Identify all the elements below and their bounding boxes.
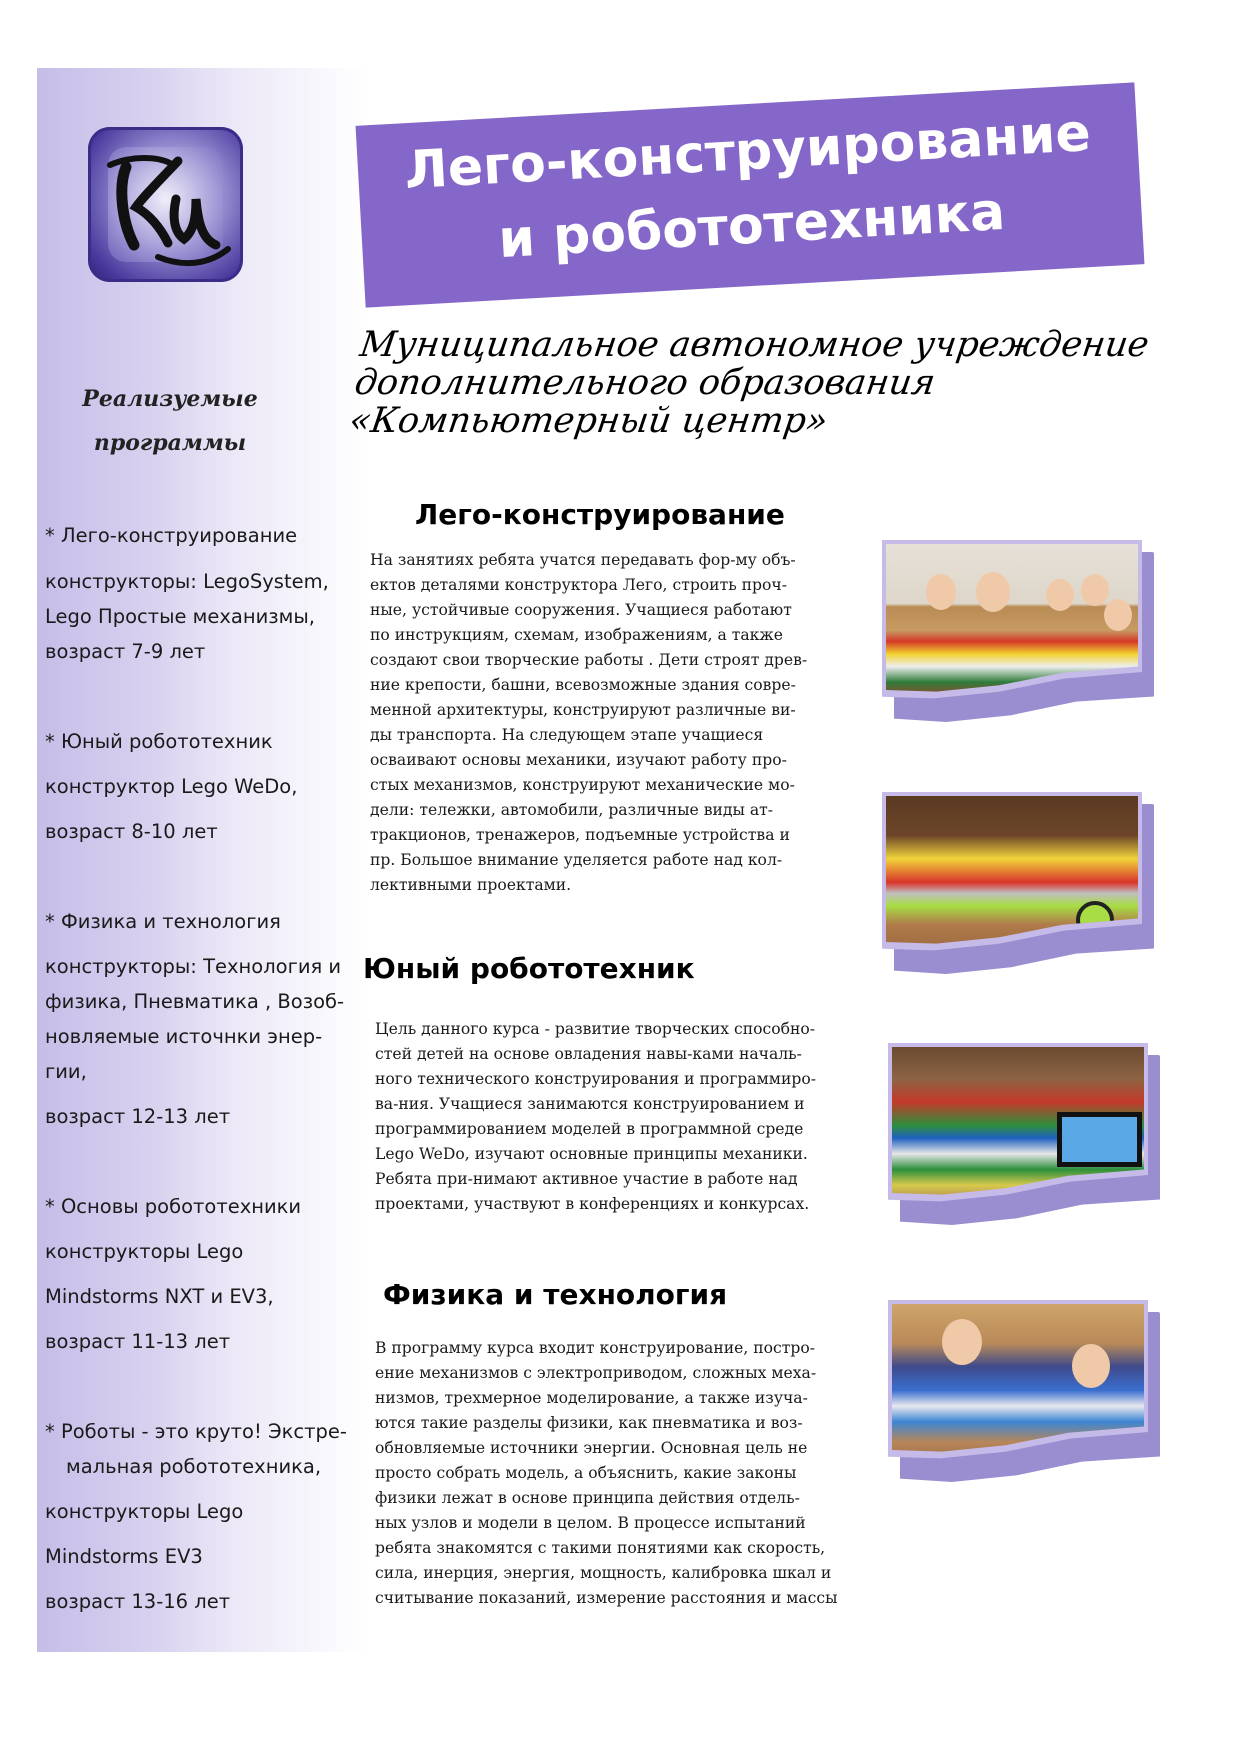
organization-line-2: дополнительного образования <box>352 363 938 403</box>
text-line: менной архитектуры, конструируют различные ви- <box>370 701 796 719</box>
text-line: ются такие разделы физики, как пневматика и воз- <box>375 1414 803 1432</box>
organization-name <box>347 326 1163 440</box>
text-line: просто собрать модель, а объяснить, какие законы <box>375 1464 797 1482</box>
text-line: ение механизмов с электроприводом, сложных меха- <box>375 1364 817 1382</box>
text-line: низмов, трехмерное моделирование, а также изуча- <box>375 1389 808 1407</box>
title-line-1: Лего-конструирование <box>402 102 1093 202</box>
program-item-line: возраст 12-13 лет <box>45 1105 231 1128</box>
program-item-line: возраст 8-10 лет <box>45 820 218 843</box>
program-item-line: Mindstorms NXT и EV3, <box>45 1285 274 1308</box>
text-line: ные, устойчивые сооружения. Учащиеся работают <box>370 601 792 619</box>
text-line: считывание показаний, измерение расстояния и массы <box>375 1589 838 1607</box>
section-title-robotics: Юный робототехник <box>363 952 695 985</box>
program-item-line: новляемые источнки энер- <box>45 1025 323 1048</box>
title-banner <box>356 82 1145 307</box>
text-line: В программу курса входит конструирование, постро- <box>375 1339 816 1357</box>
program-item-title: * Лего-конструирование <box>45 524 298 547</box>
text-line: ных узлов и модели в целом. В процессе испытаний <box>375 1514 806 1532</box>
photo-boys-windmill <box>888 1300 1158 1475</box>
program-item-line: физика, Пневматика , Возоб- <box>45 990 345 1013</box>
text-line: На занятиях ребята учатся передавать фор-му объ- <box>370 551 796 569</box>
photo-children-lego-houses <box>882 540 1152 715</box>
text-line: тракционов, тренажеров, подъемные устройства и <box>370 826 790 844</box>
organization-line-1: Муниципальное автономное учреждение <box>357 325 1152 365</box>
section-title-lego: Лего-конструирование <box>415 498 785 531</box>
program-item-line: возраст 11-13 лет <box>45 1330 231 1353</box>
photo-lego-playground <box>888 1043 1158 1218</box>
text-line: лективными проектами. <box>370 876 572 894</box>
program-item-line: Mindstorms EV3 <box>45 1545 203 1568</box>
text-line: физики лежат в основе принципа действия отдель- <box>375 1489 800 1507</box>
program-item-line: конструкторы: Технология и <box>45 955 342 978</box>
text-line: ние крепости, башни, всевозможные здания совре- <box>370 676 796 694</box>
text-line: программированием моделей в программной среде <box>375 1120 804 1138</box>
logo-kc <box>88 127 243 282</box>
program-item-title: * Роботы - это круто! Экстре- <box>45 1420 347 1443</box>
program-item-line: возраст 7-9 лет <box>45 640 206 663</box>
text-line: сила, инерция, энергия, мощность, калибровка шкал и <box>375 1564 832 1582</box>
program-item-line: мальная робототехника, <box>66 1455 322 1478</box>
text-line: создают свои творческие работы . Дети строят древ- <box>370 651 808 669</box>
text-line: Lego WeDo, изучают основные принципы механики. <box>375 1145 808 1163</box>
text-line: ва-ния. Учащиеся занимаются конструированием и <box>375 1095 805 1113</box>
section-body-physics <box>375 1336 885 1611</box>
program-item-line: конструкторы: LegoSystem, <box>45 570 329 593</box>
program-item-title: * Физика и технология <box>45 910 281 933</box>
text-line: обновляемые источники энергии. Основная цель не <box>375 1439 808 1457</box>
organization-line-3: «Компьютерный центр» <box>346 401 831 441</box>
text-line: осваивают основы механики, изучают работу про- <box>370 751 787 769</box>
text-line: ды транспорта. На следующем этапе учащиеся <box>370 726 764 744</box>
text-line: Цель данного курса - развитие творческих способно- <box>375 1020 816 1038</box>
sidebar-heading-line1: Реализуемые <box>82 386 258 412</box>
program-item-line: конструктор Lego WeDo, <box>45 775 298 798</box>
text-line: по инструкциям, схемам, изображениям, а также <box>370 626 784 644</box>
text-line: стых механизмов, конструируют механические мо- <box>370 776 795 794</box>
text-line: дели: тележки, автомобили, различные виды ат- <box>370 801 774 819</box>
program-item-line: Lego Простые механизмы, <box>45 605 315 628</box>
program-item-title: * Юный робототехник <box>45 730 273 753</box>
section-body-lego <box>370 548 870 898</box>
program-item-line: гии, <box>45 1060 87 1083</box>
sidebar-heading-line2: программы <box>93 430 247 456</box>
photo-lego-car-model <box>882 792 1152 967</box>
section-body-robotics <box>375 1017 875 1217</box>
program-item-line: конструкторы Lego <box>45 1500 244 1523</box>
text-line: стей детей на основе овладения навы-ками началь- <box>375 1045 802 1063</box>
program-item-title: * Основы робототехники <box>45 1195 302 1218</box>
section-title-physics: Физика и технология <box>383 1278 728 1311</box>
program-item-line: возраст 13-16 лет <box>45 1590 231 1613</box>
text-line: пр. Большое внимание уделяется работе над кол- <box>370 851 783 869</box>
logo-monogram-icon <box>88 127 243 282</box>
text-line: Ребята при-нимают активное участие в работе над <box>375 1170 798 1188</box>
title-line-2: и робототехника <box>496 181 1007 271</box>
text-line: проектами, участвуют в конференциях и конкурсах. <box>375 1195 810 1213</box>
text-line: ного технического конструирования и программиро- <box>375 1070 816 1088</box>
program-item-line: конструкторы Lego <box>45 1240 244 1263</box>
sidebar-panel <box>37 68 367 1652</box>
text-line: ребята знакомятся с такими понятиями как скорость, <box>375 1539 826 1557</box>
text-line: ектов деталями конструктора Лего, строить проч- <box>370 576 787 594</box>
